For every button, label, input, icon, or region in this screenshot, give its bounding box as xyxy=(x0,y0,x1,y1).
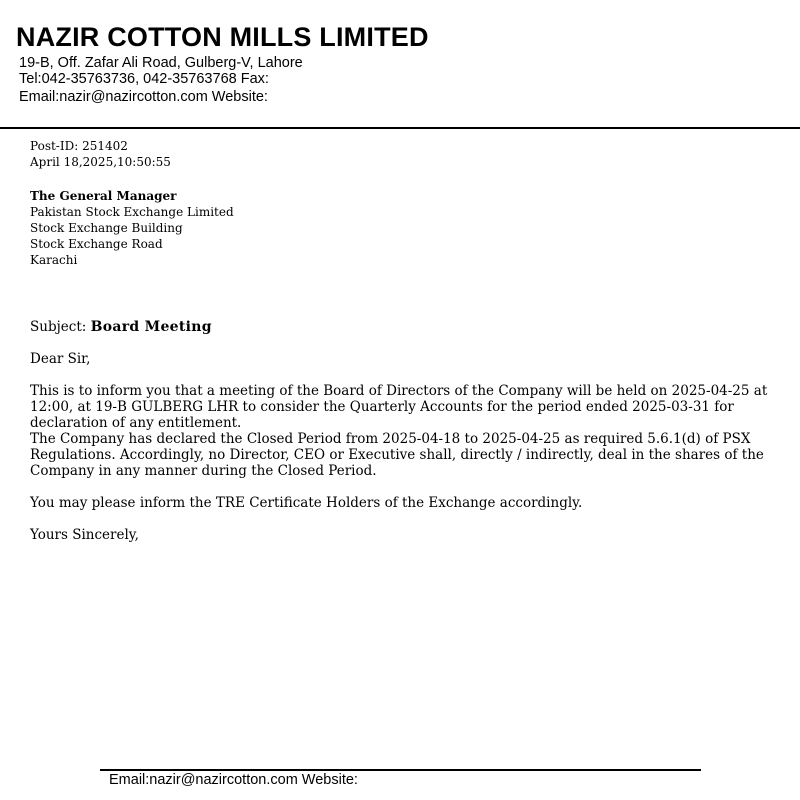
subject-label: Subject: xyxy=(30,319,87,335)
paragraph-closed-period: The Company has declared the Closed Period from 2025-04-18 to 2025-04-25 as required 5.6.1(d) of PSX Regulations. Accordingly, no Director, CEO or Executive shall, directly / indirectly, deal in the shares of the Company in any manner during the Closed Period. xyxy=(30,431,764,479)
addressee-line-4: Karachi xyxy=(30,253,78,267)
addressee-line-3: Stock Exchange Road xyxy=(30,237,163,251)
company-name: NAZIR COTTON MILLS LIMITED xyxy=(16,22,429,52)
company-phone-fax: Tel:042-35763736, 042-35763768 Fax: xyxy=(19,71,269,87)
closing: Yours Sincerely, xyxy=(30,527,139,543)
footer-divider xyxy=(100,769,701,771)
paragraph-board-meeting: This is to inform you that a meeting of the Board of Directors of the Company will be held on 2025-04-25 at 12:00, at 19-B GULBERG LHR to consider the Quarterly Accounts for the period ended 2025-03-31 for declaration of any entitlement. xyxy=(30,383,768,431)
subject-line xyxy=(30,319,800,335)
addressee-line-1: Pakistan Stock Exchange Limited xyxy=(30,205,234,219)
paragraph-inform-tre: You may please inform the TRE Certificate Holders of the Exchange accordingly. xyxy=(30,495,583,511)
company-email-website: Email:nazir@nazircotton.com Website: xyxy=(19,89,268,105)
subject-value: Board Meeting xyxy=(90,319,212,335)
salutation: Dear Sir, xyxy=(30,351,91,367)
header-divider xyxy=(0,127,800,129)
addressee-title: The General Manager xyxy=(30,189,177,203)
addressee-line-2: Stock Exchange Building xyxy=(30,221,183,235)
company-address: 19-B, Off. Zafar Ali Road, Gulberg-V, Lahore xyxy=(19,55,303,71)
footer-email-website: Email:nazir@nazircotton.com Website: xyxy=(109,772,358,788)
post-id: Post-ID: 251402 xyxy=(30,139,128,153)
post-date: April 18,2025,10:50:55 xyxy=(30,155,171,169)
